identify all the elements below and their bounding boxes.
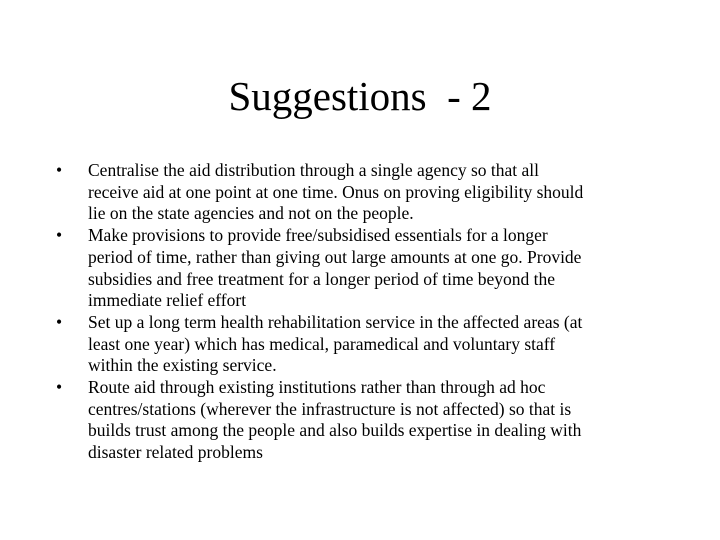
bullet-list [52,160,692,464]
bullet-item [52,160,692,225]
bullet-text: Centralise the aid distribution through a single agency so that all receive aid at one point at one time. Onus on proving eligibility should lie on the state agencies and not on the people. [88,160,584,224]
slide-title: Suggestions - 2 [228,73,492,119]
bullet-text: Set up a long term health rehabilitation service in the affected areas (at least one year) which has medical, paramedical and voluntary staff within the existing service. [88,311,583,376]
bullet-icon: • [56,160,63,180]
bullet-item [52,225,692,312]
bullet-icon: • [56,377,63,398]
bullet-icon: • [56,225,63,246]
bullet-item [52,377,692,464]
bullet-text: Route aid through existing institutions rather than through ad hoc centres/stations (wherever the infrastructure is not affected) so that is builds trust among the people and also builds expertise in dealing with disaster related problems [88,377,582,463]
bullet-item [52,312,692,377]
bullet-icon: • [56,311,63,332]
bullet-text: Make provisions to provide free/subsidised essentials for a longer period of time, rather than giving out large amounts at one go. Provide subsidies and free treatment for a longer period of time beyond the immediate relief effort [88,225,582,311]
